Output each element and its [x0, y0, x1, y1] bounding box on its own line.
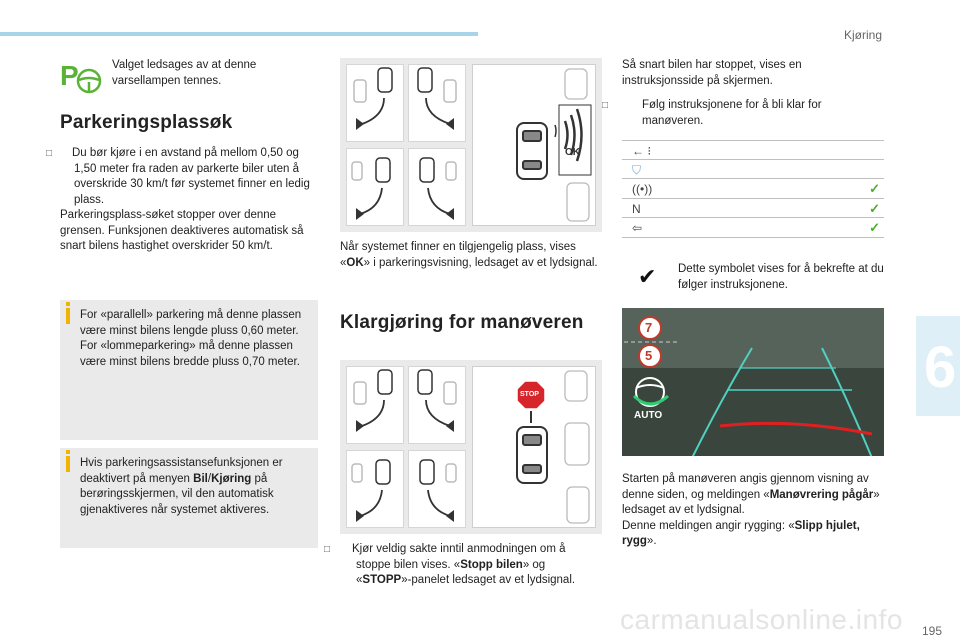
info-icon — [66, 308, 70, 324]
maneuver-start-text: Starten på manøveren angis gjennom visning av denne siden, og meldingen «Manøvrering pågår» ledsaget av et lydsignal. Denne meldingen angir rygging: «Slipp hjulet, rygg». — [622, 473, 880, 548]
checklist-row — [622, 140, 884, 160]
ok-indicator: OK — [565, 147, 580, 158]
reversing-camera-view — [622, 308, 884, 456]
distance-marker-5: 5 — [645, 348, 653, 363]
note-parking-dimensions — [60, 300, 318, 440]
info-icon-dot — [66, 450, 70, 454]
steering-wheel-icon — [76, 68, 102, 94]
lamp-letter: P — [60, 60, 79, 91]
header-accent-bar — [0, 32, 478, 36]
section-title: Kjøring — [843, 28, 882, 42]
parking-lamp-icon — [60, 60, 102, 96]
lamp-text: Valget ledsages av at denne varsellampen tennes. — [112, 59, 257, 87]
space-found-caption: Når systemet finner en tilgjengelig plass, vises «OK» i parkeringsvisning, ledsaget av et lydsignal. — [340, 241, 598, 269]
illustration-stop — [340, 360, 602, 534]
camera-guidelines — [622, 308, 884, 456]
check-ok-icon: ✓ — [869, 181, 880, 196]
neutral-gear-icon: N — [632, 201, 641, 216]
distance-marker-7: 7 — [645, 320, 653, 335]
chapter-number: 6 — [924, 335, 957, 400]
section-heading-parking-search: Parkeringsplassøk — [60, 112, 233, 133]
parking-scene — [473, 65, 597, 227]
stop-view-screen — [472, 366, 596, 528]
speed-bullet — [46, 146, 322, 208]
illustration-space-found — [340, 58, 602, 232]
back-icon: ← ⁝ — [632, 144, 652, 158]
instruction-bullet: □ Følg instruksjonene for å bli klar for manøveren. — [602, 99, 822, 127]
checklist-row — [622, 179, 884, 199]
brake-pedal-icon: ⛉ — [632, 162, 642, 177]
scenario-diagrams — [340, 360, 470, 534]
parking-view-screen — [472, 64, 596, 226]
stop-bullet: □ Kjør veldig sakte inntil anmodningen om å stoppe bilen vises. «Stopp bilen» og «STOPP»-panelet ledsaget av et lydsignal. — [324, 543, 576, 587]
check-ok-icon: ✓ — [869, 200, 880, 216]
check-ok-icon: ✓ — [869, 220, 880, 235]
note-reactivation-text: Hvis parkeringsassistansefunksjonen er deaktivert på menyen Bil/Kjøring på berøringsskjermen, vil den automatisk gjenaktiveres når systemet aktiveres. — [80, 457, 283, 516]
check-explanation: Dette symbolet vises for å bekrefte at du følger instruksjonene. — [678, 263, 884, 291]
handbrake-icon: ((•)) — [632, 182, 653, 196]
indicator-icon: ⇦ — [632, 221, 643, 235]
bullet-marker: □ — [46, 148, 53, 159]
checklist-row — [622, 218, 884, 238]
section-heading-preparation: Klargjøring for manøveren — [340, 312, 584, 333]
note-pocket-text: For «lommeparkering» må denne plassen være minst bilens bredde pluss 0,70 meter. — [80, 340, 300, 368]
instruction-checklist — [622, 140, 884, 238]
confirm-check-icon: ✔ — [638, 264, 657, 289]
bullet-marker: □ — [324, 544, 331, 555]
auto-steering-label: AUTO — [634, 410, 663, 421]
stop-sign-label: STOP — [520, 391, 539, 398]
bullet-marker: □ — [602, 100, 609, 111]
info-icon-dot — [66, 302, 70, 306]
watermark: carmanualsonline.info — [620, 604, 903, 635]
page-number: 195 — [921, 624, 942, 638]
checklist-row — [622, 199, 884, 219]
scenario-diagrams — [340, 58, 470, 232]
info-icon — [66, 456, 70, 472]
note-reactivation — [60, 448, 318, 548]
search-stop-text: Parkeringsplass-søket stopper over denne grensen. Funksjonen deaktiveres automatisk så snart bilens hastighet overskrider 50 km/t. — [60, 209, 304, 253]
instruction-intro: Så snart bilen har stoppet, vises en instruksjonsside på skjermen. — [622, 59, 802, 87]
chapter-tab — [916, 316, 960, 416]
note-parallel-text: For «parallell» parkering må denne plassen være minst bilens lengde pluss 0,60 meter. — [80, 309, 302, 337]
checklist-row — [622, 160, 884, 180]
speed-bullet-text: Du bør kjøre i en avstand på mellom 0,50 og 1,50 meter fra raden av parkerte biler uten å overskride 30 km/t før systemet finner en ledig plass. — [72, 147, 310, 206]
